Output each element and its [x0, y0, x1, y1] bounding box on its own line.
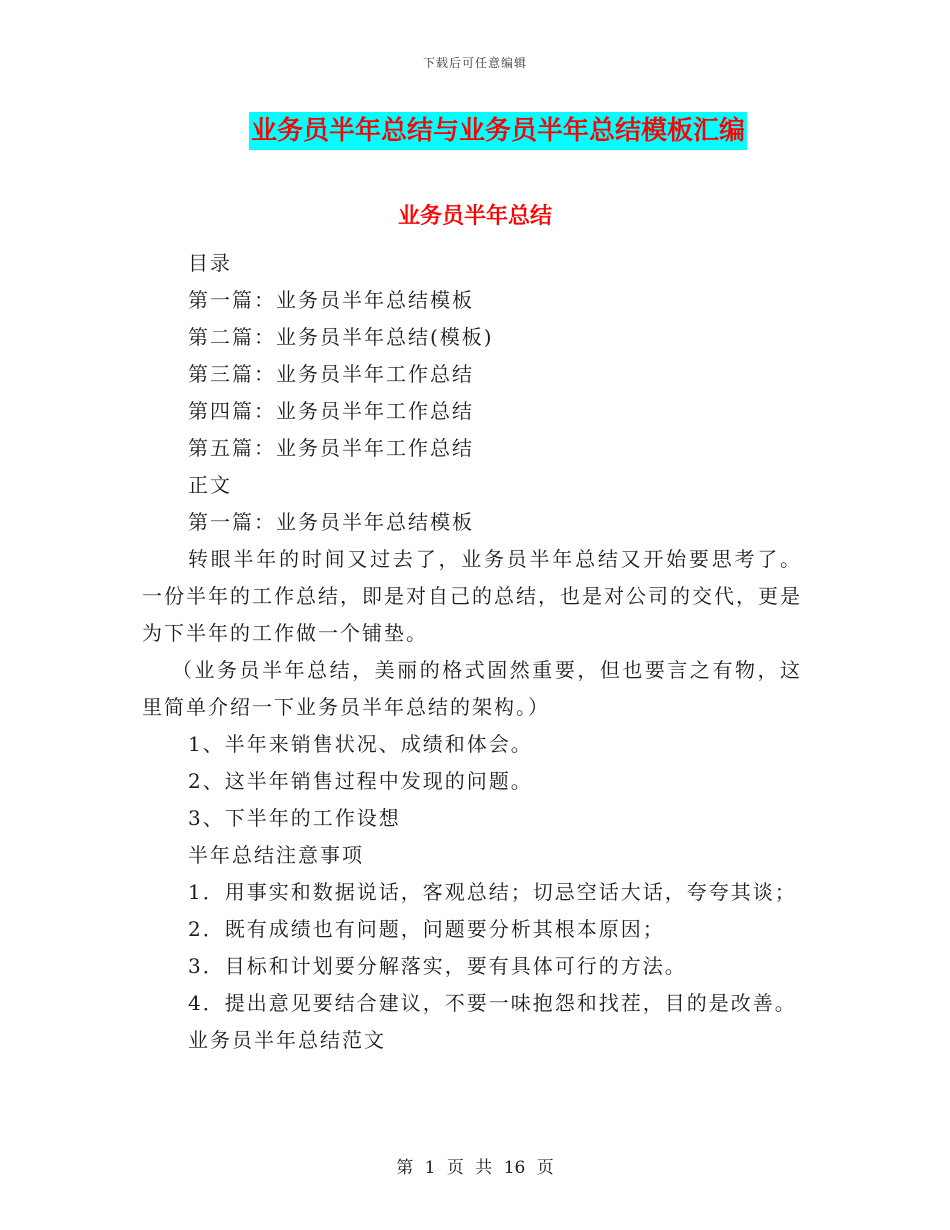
note-item: 2．既有成绩也有问题，问题要分析其根本原因； — [188, 917, 665, 941]
header-note: 下载后可任意编辑 — [422, 56, 527, 70]
toc-item: 第五篇：业务员半年工作总结 — [188, 436, 474, 460]
note-item: 4．提出意见要结合建议，不要一味抱怨和找茬，目的是改善。 — [188, 991, 797, 1015]
document-title-container — [0, 112, 950, 150]
document-title: 业务员半年总结与业务员半年总结模板汇编 — [249, 112, 747, 150]
chapter-heading: 第一篇：业务员半年总结模板 — [188, 510, 474, 534]
notes-heading: 半年总结注意事项 — [188, 843, 364, 867]
intro-paragraph: 转眼半年的时间又过去了，业务员半年总结又开始要思考了。一份半年的工作总结，即是对自己的总结，也是对公司的交代，更是为下半年的工作做一个铺垫。 — [142, 547, 802, 645]
page-number-footer: 第 1 页 共 16 页 — [396, 1158, 554, 1178]
document-body — [142, 245, 802, 1059]
sample-heading: 业务员半年总结范文 — [188, 1028, 386, 1052]
structure-item: 1、半年来销售状况、成绩和体会。 — [188, 732, 533, 756]
toc-item: 第二篇：业务员半年总结(模板) — [188, 325, 494, 349]
note-item: 1．用事实和数据说话，客观总结；切忌空话大话，夸夸其谈； — [188, 880, 797, 904]
structure-note-paragraph: （业务员半年总结，美丽的格式固然重要，但也要言之有物，这里简单介绍一下业务员半年总结的架构。） — [142, 658, 802, 719]
toc-item: 第一篇：业务员半年总结模板 — [188, 288, 474, 312]
toc-item: 第四篇：业务员半年工作总结 — [188, 399, 474, 423]
toc-item: 第三篇：业务员半年工作总结 — [188, 362, 474, 386]
body-heading: 正文 — [188, 473, 232, 497]
structure-item: 2、这半年销售过程中发现的问题。 — [188, 769, 533, 793]
structure-item: 3、下半年的工作设想 — [188, 806, 401, 830]
toc-heading: 目录 — [188, 251, 232, 275]
section-title: 业务员半年总结 — [397, 204, 552, 229]
note-item: 3．目标和计划要分解落实，要有具体可行的方法。 — [188, 954, 687, 978]
